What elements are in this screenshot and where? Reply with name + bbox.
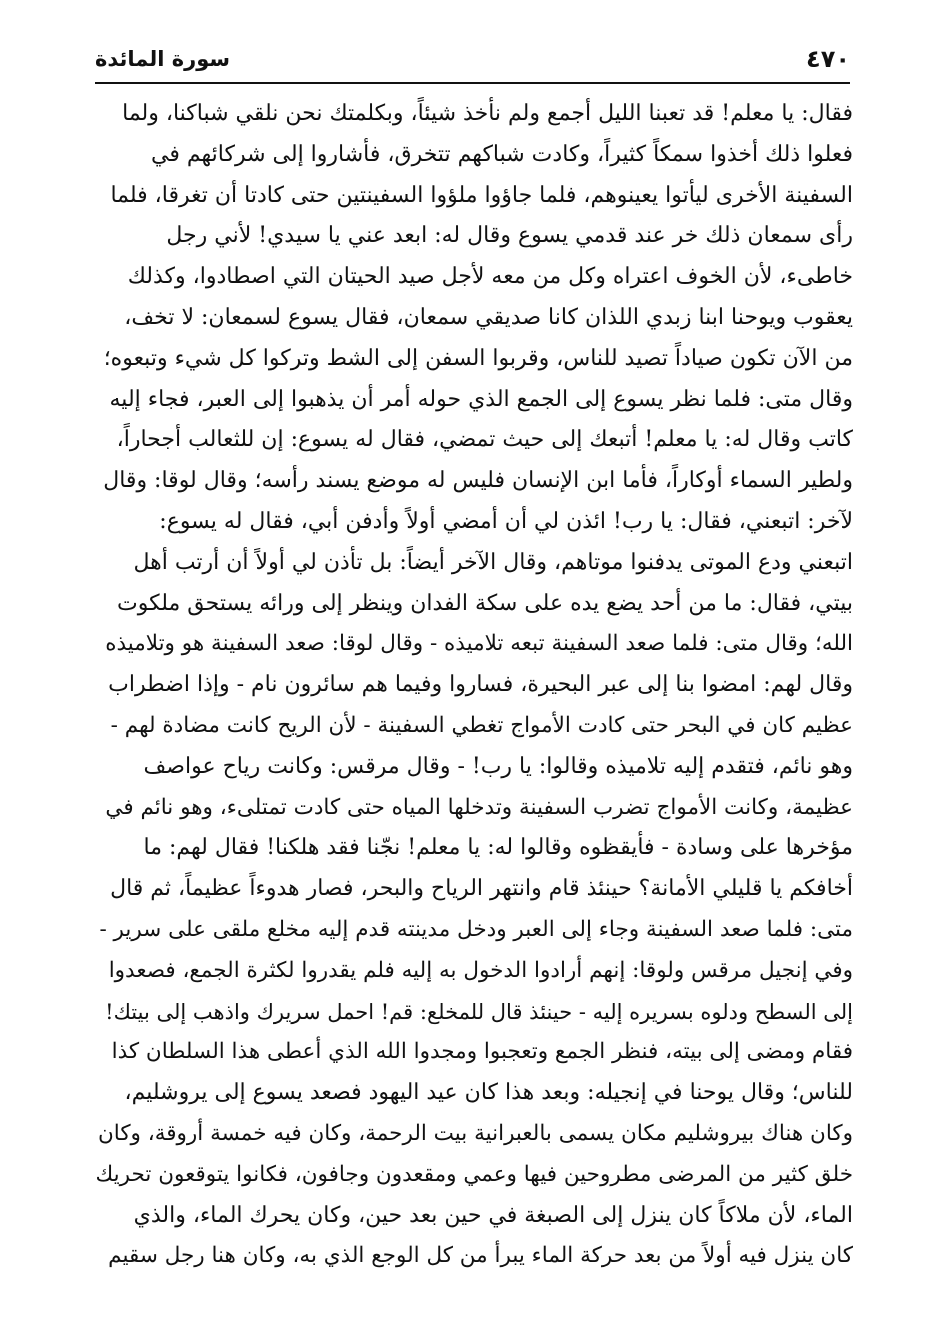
text-line: بيتي، فقال: ما من أحد يضع يده على سكة الفدان وينظر إلى ورائه يستحق ملكوت xyxy=(117,590,853,616)
text-line: الله؛ وقال متى: فلما صعد السفينة تبعه تلاميذه - وقال لوقا: صعد السفينة هو وتلاميذه xyxy=(105,631,853,657)
page-header xyxy=(95,38,850,78)
text-line: فقال: يا معلم! قد تعبنا الليل أجمع ولم نأخذ شيئاً، وبكلمتك نحن نلقي شباكنا، ولما xyxy=(122,101,853,126)
text-line: فقام ومضى إلى بيته، فنظر الجمع وتعجبوا ومجدوا الله الذي أعطى هذا السلطان كذا xyxy=(111,1039,853,1065)
text-line: يعقوب ويوحنا ابنا زبدي اللذان كانا صديقي سمعان، فقال يسوع لسمعان: لا تخف، xyxy=(124,304,853,330)
page-number: ٤٧٠ xyxy=(806,45,850,73)
text-line: وقال متى: فلما نظر يسوع إلى الجمع الذي حوله أمر أن يذهبوا إلى العبر، فجاء إليه xyxy=(109,386,853,412)
text-line: مؤخرها على وسادة - فأيقظوه وقالوا له: يا معلم! نجّنا فقد هلكنا! فقال لهم: ما xyxy=(143,835,853,861)
text-line: رأى سمعان ذلك خر عند قدمي يسوع وقال له: ابعد عني يا سيدي! لأني رجل xyxy=(166,223,853,249)
text-line: الماء، لأن ملاكاً كان ينزل إلى الصبغة في حين بعد حين، وكان يحرك الماء، والذي xyxy=(133,1202,853,1228)
text-line: وقال لهم: امضوا بنا إلى عبر البحيرة، فساروا وفيما هم سائرون نام - وإذا اضطراب xyxy=(108,672,853,698)
text-line: عظيمة، وكانت الأمواج تضرب السفينة وتدخلها المياه حتى كادت تمتلىء، وهو نائم في xyxy=(105,794,853,820)
text-line: خلق كثير من المرضى مطروحين فيها وعمي ومقعدون وجافون، فكانوا يتوقعون تحريك xyxy=(95,1161,853,1187)
text-line: من الآن تكون صياداً تصيد للناس، وقربوا السفن إلى الشط وتركوا كل شيء وتبعوه؛ xyxy=(103,345,853,371)
text-line: ولطير السماء أوكاراً، فأما ابن الإنسان فليس له موضع يسند رأسه؛ وقال لوقا: وقال xyxy=(103,468,853,494)
running-title: سورة المائدة xyxy=(95,47,231,71)
text-line: السفينة الأخرى ليأتوا يعينوهم، فلما جاؤوا ملؤوا السفينتين حتى كادتا أن تغرقا، فلما xyxy=(110,182,853,208)
text-line: لآخر: اتبعني، فقال: يا رب! ائذن لي أن أمضي أولاً وأدفن أبي، فقال له يسوع: xyxy=(159,508,853,534)
text-line: وهو نائم، فتقدم إليه تلاميذه وقالوا: يا رب! - وقال مرقس: وكانت رياح عواصف xyxy=(143,753,853,779)
text-line: إلى السطح ودلوه بسريره إليه - حينئذ قال للمخلع: قم! احمل سريرك واذهب إلى بيتك! xyxy=(105,999,853,1024)
text-line: كان ينزل فيه أولاً من بعد حركة الماء يبرأ من كل الوجع الذي به، وكان هنا رجل سقيم xyxy=(108,1243,853,1269)
text-line: وفي إنجيل مرقس ولوقا: إنهم أرادوا الدخول به إليه فلم يقدروا لكثرة الجمع، فصعدوا xyxy=(108,957,853,983)
text-line: أخافكم يا قليلي الأمانة؟ حينئذ قام وانتهر الرياح والبحر، فصار هدوءاً عظيماً، ثم قال xyxy=(110,876,853,902)
text-line: وكان هناك بيروشليم مكان يسمى بالعبرانية بيت الرحمة، وكان فيه خمسة أروقة، وكان xyxy=(97,1120,853,1146)
header-divider xyxy=(95,82,850,84)
text-line: عظيم كان في البحر حتى كادت الأمواج تغطي السفينة - لأن الريح كانت مضادة لهم - xyxy=(110,712,853,738)
text-line: متى: فلما صعد السفينة وجاء إلى العبر ودخل مدينته قدم إليه مخلع ملقى على سرير - xyxy=(99,916,853,942)
text-line: فعلوا ذلك أخذوا سمكاً كثيراً، وكادت شباكهم تتخرق، فأشاروا إلى شركائهم في xyxy=(151,141,853,167)
text-line: للناس؛ وقال يوحنا في إنجيله: وبعد هذا كان عيد اليهود فصعد يسوع إلى يروشليم، xyxy=(124,1080,853,1106)
body-text xyxy=(95,94,853,1277)
text-line: كاتب وقال له: يا معلم! أتبعك إلى حيث تمضي، فقال له يسوع: إن للثعالب أجحاراً، xyxy=(116,427,853,453)
text-line: خاطىء، لأن الخوف اعتراه وكل من معه لأجل صيد الحيتان التي اصطادوا، وكذلك xyxy=(127,264,853,290)
text-line: اتبعني ودع الموتى يدفنوا موتاهم، وقال الآخر أيضاً: بل تأذن لي أولاً أن أرتب أهل xyxy=(133,549,853,575)
